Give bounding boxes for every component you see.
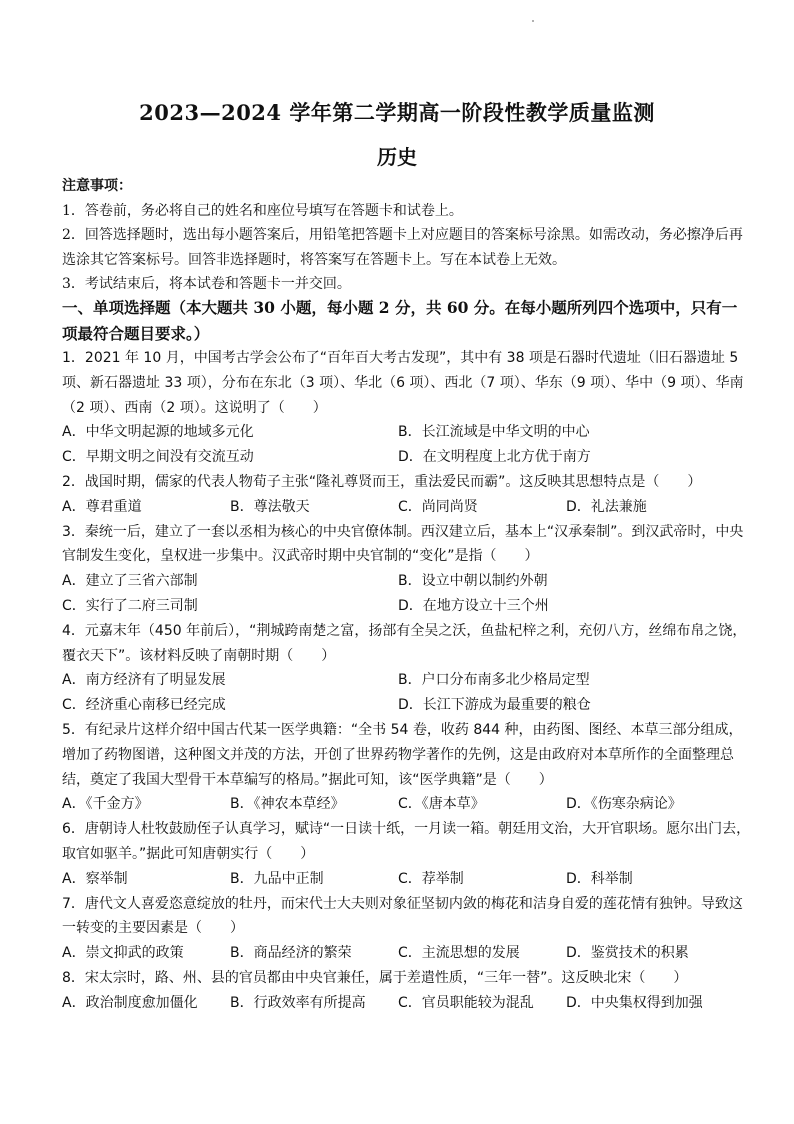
option-d: D．科举制 [566, 870, 633, 887]
question-3 [62, 520, 752, 619]
question-5 [62, 718, 752, 817]
option-c: C．尚同尚贤 [398, 498, 478, 515]
option-c: C．主流思想的发展 [398, 945, 520, 962]
option-c: C．经济重心南移已经完成 [62, 697, 226, 714]
question-2 [62, 470, 752, 520]
option-a: A．察举制 [62, 870, 128, 887]
question-8 [62, 966, 752, 1016]
notes-item: 1．答卷前，务必将自己的姓名和座位号填写在答题卡和试卷上。 [62, 202, 463, 219]
question-stem: 8．宋太宗时，路、州、县的官员都由中央官兼任，属于差遣性质，“三年一替”。这反映北宋（ ） [62, 969, 688, 986]
question-stem: 7．唐代文人喜爱恣意绽放的牡丹，而宋代士大夫则对象征坚韧内敛的梅花和洁身自爱的莲花情有独钟。导致这一转变的主要因素是（ ） [62, 895, 743, 937]
option-b: B．户口分布南多北少格局定型 [398, 672, 590, 689]
option-d: D．在地方设立十三个州 [398, 597, 549, 614]
option-d: D．鉴赏技术的积累 [566, 945, 689, 962]
option-b: B．设立中朝以制约外朝 [398, 573, 548, 590]
option-b: B．《神农本草经》 [230, 796, 345, 813]
question-stem: 6．唐朝诗人杜牧鼓励侄子认真学习，赋诗“一日读十纸，一月读一箱。朝廷用文治，大开官职场。愿尔出门去，取官如驱羊。”据此可知唐朝实行（ ） [62, 821, 751, 862]
questions-block [62, 346, 752, 1016]
option-c: C．官员职能较为混乱 [398, 994, 534, 1011]
question-stem: 4．元嘉末年（450 年前后），“荆城跨南楚之富，扬部有全吴之沃，鱼盐杞梓之利，充仞八方，丝绵布帛之饶，覆衣天下”。该材料反映了南朝时期（ ） [62, 622, 747, 664]
question-6 [62, 817, 752, 891]
question-1 [62, 346, 752, 470]
option-d: D．礼法兼施 [566, 498, 647, 515]
option-d: D．在文明程度上北方优于南方 [398, 449, 591, 466]
question-options [62, 867, 752, 892]
option-a: A．崇文抑武的政策 [62, 945, 184, 962]
option-a: A．建立了三省六部制 [62, 573, 198, 590]
option-b: B．尊法敬天 [230, 498, 310, 515]
option-d: D．中央集权得到加强 [566, 994, 703, 1011]
scan-dot [532, 20, 534, 22]
question-options [62, 668, 752, 718]
question-options [62, 991, 752, 1016]
question-stem: 3．秦统一后，建立了一套以丞相为核心的中央官僚体制。西汉建立后，基本上“汉承秦制”。到汉武帝时，中央官制发生变化，皇权进一步集中。汉武帝时期中央官制的“变化”是指（ ） [62, 523, 744, 565]
notes-heading: 注意事项： [62, 178, 132, 194]
question-7 [62, 892, 752, 966]
question-stem: 2．战国时期，儒家的代表人物荀子主张“隆礼尊贤而王，重法爱民而霸”。这反映其思想特点是（ ） [62, 473, 702, 490]
question-options [62, 420, 752, 470]
question-options [62, 792, 752, 817]
option-c: C．《唐本草》 [398, 796, 485, 813]
notes-block [62, 174, 752, 297]
notes-item: 2．回答选择题时，选出每小题答案后，用铅笔把答题卡上对应题目的答案标号涂黑。如需改动，务必擦净后再选涂其它答案标号。回答非选择题时，将答案写在答题卡上。写在本试卷上无效。 [62, 227, 743, 268]
option-a: A．尊君重道 [62, 498, 142, 515]
option-c: C．实行了二府三司制 [62, 597, 198, 614]
notes-item: 3．考试结束后，将本试卷和答题卡一并交回。 [62, 276, 351, 292]
option-b: B．长江流域是中华文明的中心 [398, 424, 590, 441]
exam-subject: 历史 [377, 145, 417, 169]
question-stem: 1．2021 年 10 月，中国考古学会公布了“百年百大考古发现”，其中有 38 项是石器时代遗址（旧石器遗址 5 项、新石器遗址 33 项），分布在东北（3 项）、华北（6 项）、西北（7 项）、华东（9 项）、华中（9 项）、华南（2 项）、西南（2 项）。这说明了（ ） [62, 350, 744, 416]
option-b: B．九品中正制 [230, 870, 324, 887]
question-options [62, 569, 752, 619]
option-b: B．商品经济的繁荣 [230, 945, 352, 962]
option-b: B．行政效率有所提高 [230, 994, 366, 1011]
option-a: A．南方经济有了明显发展 [62, 672, 226, 689]
question-options [62, 495, 752, 520]
option-d: D．长江下游成为最重要的粮仓 [398, 697, 591, 714]
option-a: A．政治制度愈加僵化 [62, 994, 198, 1011]
option-a: A．《千金方》 [62, 796, 149, 813]
option-c: C．荐举制 [398, 870, 464, 887]
option-d: D．《伤寒杂病论》 [566, 796, 682, 813]
option-a: A．中华文明起源的地域多元化 [62, 424, 254, 441]
exam-title: 2023—2024 学年第二学期高一阶段性教学质量监测 [139, 100, 655, 125]
section-title: 一、单项选择题（本大题共 30 小题，每小题 2 分，共 60 分。在每小题所列四个选项中，只有一项最符合题目要求。） [62, 298, 738, 343]
question-options [62, 941, 752, 966]
option-c: C．早期文明之间没有交流互动 [62, 449, 254, 466]
question-4 [62, 619, 752, 718]
question-stem: 5．有纪录片这样介绍中国古代某一医学典籍：“全书 54 卷，收药 844 种，由药图、图经、本草三部分组成，增加了药物图谱，这种图文并茂的方法，开创了世界药物学著作的先例，这是由政府对本草所作的全面整理总结，奠定了我国大型骨干本草编写的格局。”据此可知，该“医学典籍”是（ ） [62, 721, 743, 788]
